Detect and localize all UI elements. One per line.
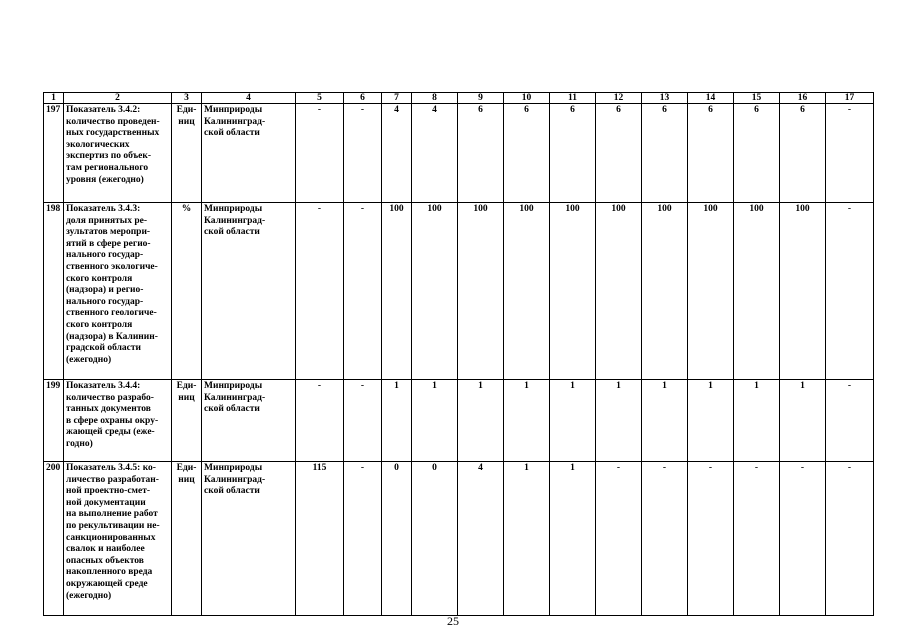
value-cell: - <box>734 462 780 616</box>
agency-cell: Минприроды Калининград- ской области <box>202 380 296 462</box>
column-header: 4 <box>202 93 296 104</box>
value-cell: - <box>296 380 344 462</box>
value-cell: - <box>296 104 344 203</box>
unit-cell: Еди- ниц <box>172 104 202 203</box>
agency-cell: Минприроды Калининград- ской области <box>202 462 296 616</box>
value-cell: 4 <box>382 104 412 203</box>
column-header: 13 <box>642 93 688 104</box>
unit-cell: Еди- ниц <box>172 380 202 462</box>
value-cell: 6 <box>642 104 688 203</box>
row-number: 200 <box>44 462 64 616</box>
row-number: 199 <box>44 380 64 462</box>
table-row <box>44 462 874 616</box>
value-cell: 100 <box>458 203 504 380</box>
indicator-cell: Показатель 3.4.4: количество разрабо- танных документов в сфере охраны окру- жающей среды (еже- годно) <box>64 380 172 462</box>
value-cell: 1 <box>504 462 550 616</box>
value-cell: 100 <box>504 203 550 380</box>
column-header: 6 <box>344 93 382 104</box>
value-cell: 1 <box>458 380 504 462</box>
table-row <box>44 104 874 203</box>
value-cell: 4 <box>412 104 458 203</box>
indicators-table <box>43 92 874 616</box>
indicator-cell: Показатель 3.4.2: количество проведен- ных государственных экологических экспертиз по объек- там регионального уровня (ежегодно) <box>64 104 172 203</box>
value-cell: 1 <box>382 380 412 462</box>
value-cell: - <box>344 380 382 462</box>
column-header: 16 <box>780 93 826 104</box>
indicator-cell: Показатель 3.4.3: доля принятых ре- зультатов меропри- ятий в сфере регио- нального государ- ственного экологиче- ского контроля (надзора) и регио- нального государ- ственного геологиче- ского контроля (надзора) в Калинин- градской области (ежегодно) <box>64 203 172 380</box>
value-cell: - <box>344 203 382 380</box>
value-cell: - <box>344 104 382 203</box>
value-cell: - <box>826 203 874 380</box>
column-header: 5 <box>296 93 344 104</box>
value-cell: - <box>826 104 874 203</box>
column-header: 14 <box>688 93 734 104</box>
value-cell: - <box>296 203 344 380</box>
indicator-cell: Показатель 3.4.5: ко- личество разработан- ной проектно-смет- ной документации на выполнение работ по рекультивации не- санкционированных свалок и наиболее опасных объектов накопленного вреда окружающей среде (ежегодно) <box>64 462 172 616</box>
value-cell: 6 <box>596 104 642 203</box>
value-cell: 6 <box>780 104 826 203</box>
column-header: 9 <box>458 93 504 104</box>
value-cell: 100 <box>642 203 688 380</box>
value-cell: 100 <box>688 203 734 380</box>
column-header: 1 <box>44 93 64 104</box>
value-cell: 1 <box>734 380 780 462</box>
column-header: 8 <box>412 93 458 104</box>
table-body <box>44 104 874 616</box>
column-header: 11 <box>550 93 596 104</box>
value-cell: 1 <box>688 380 734 462</box>
value-cell: - <box>344 462 382 616</box>
value-cell: 6 <box>734 104 780 203</box>
value-cell: 1 <box>642 380 688 462</box>
page-number: 25 <box>447 614 459 628</box>
table-row <box>44 380 874 462</box>
header-row <box>44 93 874 104</box>
value-cell: 100 <box>412 203 458 380</box>
agency-cell: Минприроды Калининград- ской области <box>202 104 296 203</box>
value-cell: 100 <box>382 203 412 380</box>
value-cell: - <box>826 462 874 616</box>
value-cell: 6 <box>688 104 734 203</box>
value-cell: 100 <box>780 203 826 380</box>
value-cell: - <box>642 462 688 616</box>
column-header: 17 <box>826 93 874 104</box>
row-number: 198 <box>44 203 64 380</box>
value-cell: 0 <box>382 462 412 616</box>
row-number: 197 <box>44 104 64 203</box>
column-header: 7 <box>382 93 412 104</box>
column-header: 3 <box>172 93 202 104</box>
value-cell: - <box>780 462 826 616</box>
value-cell: 100 <box>734 203 780 380</box>
value-cell: 6 <box>504 104 550 203</box>
unit-cell: Еди- ниц <box>172 462 202 616</box>
value-cell: 1 <box>550 462 596 616</box>
column-header: 12 <box>596 93 642 104</box>
value-cell: 6 <box>458 104 504 203</box>
table-row <box>44 203 874 380</box>
value-cell: 1 <box>596 380 642 462</box>
column-header: 10 <box>504 93 550 104</box>
value-cell: 115 <box>296 462 344 616</box>
value-cell: - <box>826 380 874 462</box>
value-cell: 1 <box>780 380 826 462</box>
column-header: 15 <box>734 93 780 104</box>
value-cell: 1 <box>412 380 458 462</box>
value-cell: 6 <box>550 104 596 203</box>
value-cell: 0 <box>412 462 458 616</box>
column-header: 2 <box>64 93 172 104</box>
value-cell: 4 <box>458 462 504 616</box>
value-cell: 100 <box>550 203 596 380</box>
value-cell: 1 <box>550 380 596 462</box>
value-cell: - <box>596 462 642 616</box>
unit-cell: % <box>172 203 202 380</box>
value-cell: - <box>688 462 734 616</box>
value-cell: 1 <box>504 380 550 462</box>
value-cell: 100 <box>596 203 642 380</box>
agency-cell: Минприроды Калининград- ской области <box>202 203 296 380</box>
